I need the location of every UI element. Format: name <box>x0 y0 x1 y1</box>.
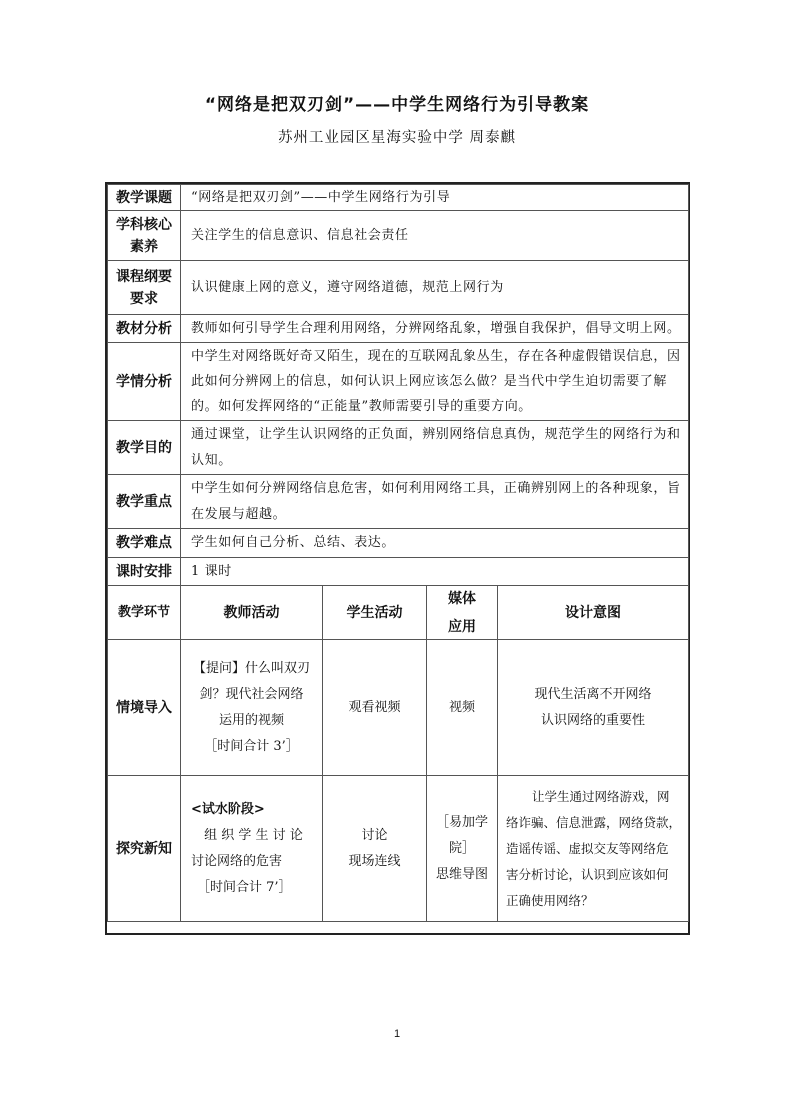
teacher-explore-line: 讨论网络的危害 <box>191 853 283 869</box>
teacher-intro-line: 【提问】什么叫双刃 <box>192 660 310 676</box>
stage-intro: 情境导入 <box>108 640 181 776</box>
row-goal <box>108 421 689 475</box>
value-schedule: 1 课时 <box>181 558 689 586</box>
label-syllabus-line1: 课程纲要 <box>116 268 172 285</box>
teacher-intro-line: 剑？现代社会网络 <box>199 686 304 702</box>
label-student-analysis: 学情分析 <box>108 343 181 421</box>
label-core-literacy-line2: 素养 <box>130 238 158 255</box>
process-header-row <box>108 586 689 640</box>
value-difficulty: 学生如何自己分析、总结、表达。 <box>181 529 689 558</box>
row-syllabus <box>108 261 689 315</box>
value-topic: “网络是把双刃剑”——中学生网络行为引导 <box>181 185 689 211</box>
media-explore-line: 思维导图 <box>435 866 488 882</box>
teacher-explore-line: <试水阶段> <box>191 801 265 817</box>
label-core-literacy-line1: 学科核心 <box>116 216 172 233</box>
lesson-plan-table <box>107 184 689 922</box>
intent-intro <box>498 640 689 776</box>
label-material-analysis: 教材分析 <box>108 315 181 343</box>
header-teacher: 教师活动 <box>181 586 323 640</box>
label-key-point: 教学重点 <box>108 475 181 529</box>
value-student-analysis: 中学生对网络既好奇又陌生，现在的互联网乱象丛生，存在各种虚假错误信息，因此如何分辨网上的信息，如何认识上网应该怎么做？是当代中学生迫切需要了解的。如何发挥网络的“正能量”教师需要引导的重要方向。 <box>181 343 689 421</box>
student-activity-intro <box>323 640 427 776</box>
teacher-explore-line: ［时间合计 7’］ <box>197 879 292 895</box>
value-key-point: 中学生如何分辨网络信息危害，如何利用网络工具，正确辨别网上的各种现象，旨在发展与超越。 <box>181 475 689 529</box>
intent-intro-line: 现代生活离不开网络 <box>534 686 652 702</box>
document-title: “网络是把双刃剑”——中学生网络行为引导教案 <box>204 95 590 115</box>
teacher-intro-line: ［时间合计 3’］ <box>204 738 299 754</box>
teacher-explore-line: 组 织 学 生 讨 论 <box>204 827 303 843</box>
student-activity-explore <box>323 776 427 922</box>
row-key-point <box>108 475 689 529</box>
header-media <box>427 586 498 640</box>
label-goal: 教学目的 <box>108 421 181 475</box>
label-difficulty: 教学难点 <box>108 529 181 558</box>
header-stage: 教学环节 <box>108 586 181 640</box>
header-media-line2: 应用 <box>448 618 476 635</box>
row-difficulty <box>108 529 689 558</box>
stage-explore: 探究新知 <box>108 776 181 922</box>
label-core-literacy <box>108 211 181 261</box>
media-intro <box>427 640 498 776</box>
label-syllabus <box>108 261 181 315</box>
header-intent: 设计意图 <box>498 586 689 640</box>
header-student: 学生活动 <box>323 586 427 640</box>
row-schedule <box>108 558 689 586</box>
value-core-literacy: 关注学生的信息意识、信息社会责任 <box>181 211 689 261</box>
student-intro-line: 观看视频 <box>348 699 401 715</box>
intent-intro-line: 认识网络的重要性 <box>541 712 646 728</box>
media-intro-line: 视频 <box>448 699 475 715</box>
row-topic <box>108 185 689 211</box>
media-explore <box>427 776 498 922</box>
row-core-literacy <box>108 211 689 261</box>
intent-explore-line: 造谣传谣、虚拟交友等网络危 <box>506 840 669 856</box>
value-material-analysis: 教师如何引导学生合理利用网络，分辨网络乱象，增强自我保护，倡导文明上网。 <box>181 315 689 343</box>
page-number: 1 <box>393 1028 401 1040</box>
header-media-line1: 媒体 <box>448 590 476 607</box>
label-schedule: 课时安排 <box>108 558 181 586</box>
intent-explore-line: 正确使用网络？ <box>506 892 594 908</box>
teacher-activity-explore <box>181 776 323 922</box>
author-line: 苏州工业园区星海实验中学 周泰麒 <box>277 130 517 146</box>
intent-explore <box>498 776 689 922</box>
label-topic: 教学课题 <box>108 185 181 211</box>
row-material-analysis <box>108 315 689 343</box>
teacher-activity-intro <box>181 640 323 776</box>
value-syllabus: 认识健康上网的意义，遵守网络道德，规范上网行为 <box>181 261 689 315</box>
process-row-explore <box>108 776 689 922</box>
intent-explore-line: 害分析讨论，认识到应该如何 <box>506 866 669 882</box>
row-student-analysis <box>108 343 689 421</box>
intent-explore-line: 络诈骗、信息泄露，网络贷款， <box>506 814 682 830</box>
process-row-intro <box>108 640 689 776</box>
teacher-intro-line: 运用的视频 <box>218 712 284 728</box>
intent-explore-line: 让学生通过网络游戏，网 <box>532 788 670 804</box>
value-goal: 通过课堂，让学生认识网络的正负面，辨别网络信息真伪，规范学生的网络行为和认知。 <box>181 421 689 475</box>
label-syllabus-line2: 要求 <box>130 290 158 307</box>
media-explore-line: ［易加学院］ <box>435 814 488 856</box>
student-explore-line: 现场连线 <box>348 853 401 869</box>
student-explore-line: 讨论 <box>361 827 388 843</box>
